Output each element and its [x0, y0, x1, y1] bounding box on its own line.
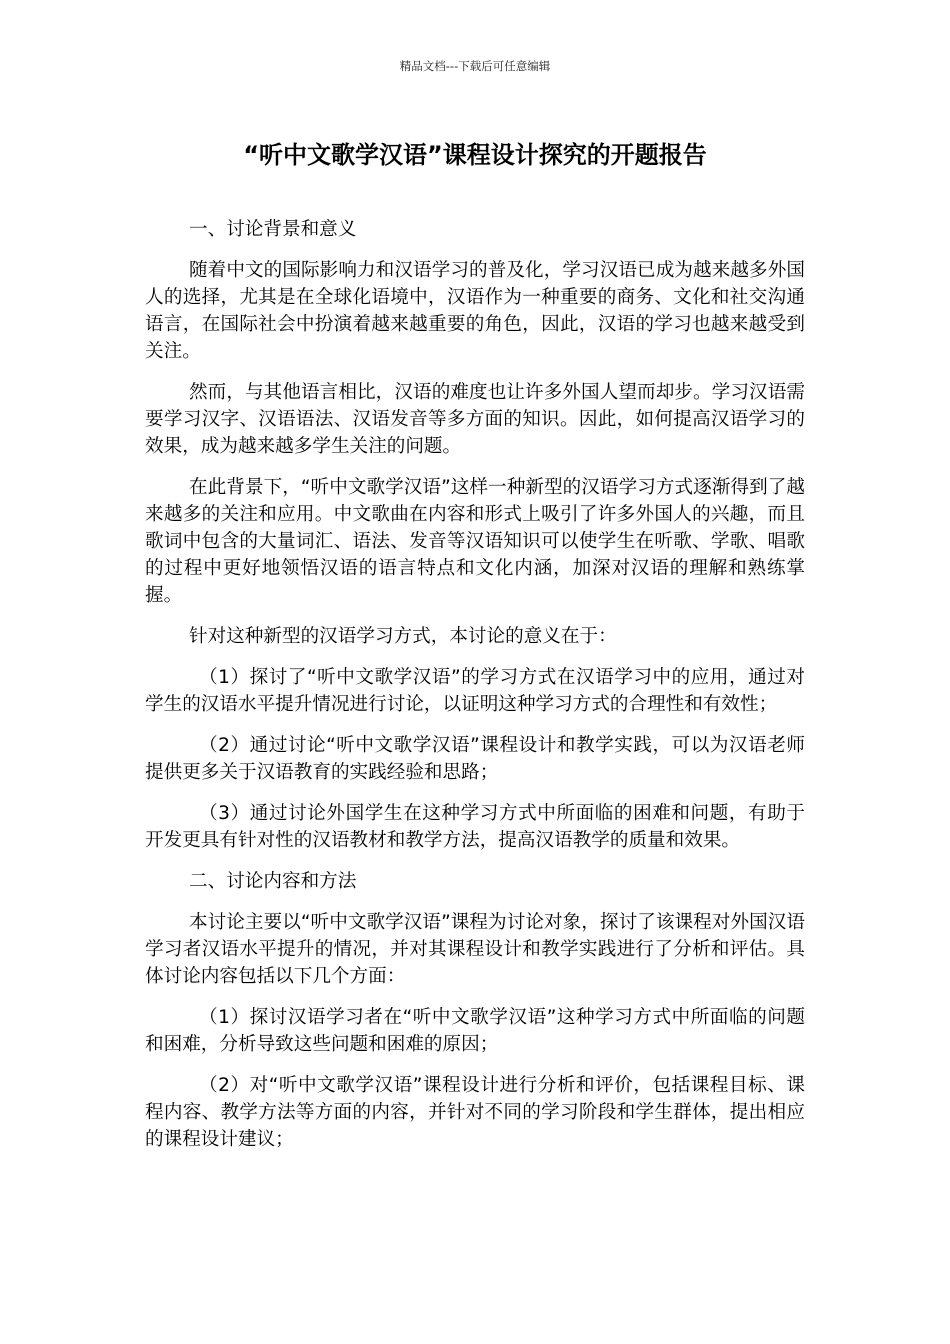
section-heading-background: 一、讨论背景和意义: [189, 219, 357, 240]
list-item: （3）通过讨论外国学生在这种学习方式中所面临的困难和问题，有助于开发更具有针对性的汉语教材和教学方法，提高汉语教学的质量和效果。: [145, 803, 805, 851]
list-item: （1）探讨汉语学习者在“听中文歌学汉语”这种学习方式中所面临的问题和困难，分析导致这些问题和困难的原因；: [145, 1007, 805, 1055]
paragraph: 针对这种新型的汉语学习方式，本讨论的意义在于：: [189, 626, 617, 647]
list-item: （1）探讨了“听中文歌学汉语”的学习方式在汉语学习中的应用，通过对学生的汉语水平提升情况进行讨论，以证明这种学习方式的合理性和有效性；: [145, 667, 805, 715]
document-title: “听中文歌学汉语”课程设计探究的开题报告: [243, 141, 707, 169]
paragraph: 在此背景下，“听中文歌学汉语”这样一种新型的汉语学习方式逐渐得到了越来越多的关注和应用。中文歌曲在内容和形式上吸引了许多外国人的兴趣，而且歌词中包含的大量词汇、语法、发音等汉语知识可以使学生在听歌、学歌、唱歌的过程中更好地领悟汉语的语言特点和文化内涵，加深对汉语的理解和熟练掌握。: [145, 477, 805, 606]
paragraph: 本讨论主要以“听中文歌学汉语”课程为讨论对象，探讨了该课程对外国汉语学习者汉语水平提升的情况，并对其课程设计和教学实践进行了分析和评估。具体讨论内容包括以下几个方面：: [145, 912, 805, 987]
list-item: （2）通过讨论“听中文歌学汉语”课程设计和教学实践，可以为汉语老师提供更多关于汉语教育的实践经验和思路；: [145, 735, 805, 783]
paragraph: 随着中文的国际影响力和汉语学习的普及化，学习汉语已成为越来越多外国人的选择，尤其是在全球化语境中，汉语作为一种重要的商务、文化和社交沟通语言，在国际社会中扮演着越来越重要的角色，因此，汉语的学习也越来越受到关注。: [145, 260, 805, 362]
paragraph: 然而，与其他语言相比，汉语的难度也让许多外国人望而却步。学习汉语需要学习汉字、汉语语法、汉语发音等多方面的知识。因此，如何提高汉语学习的效果，成为越来越多学生关注的问题。: [145, 382, 805, 457]
section-heading-content-method: 二、讨论内容和方法: [189, 871, 357, 892]
page-header-watermark: 精品文档---下载后可任意编辑: [399, 59, 551, 73]
document-body: [145, 216, 805, 1167]
list-item: （2）对“听中文歌学汉语”课程设计进行分析和评价，包括课程目标、课程内容、教学方法等方面的内容，并针对不同的学习阶段和学生群体，提出相应的课程设计建议；: [145, 1075, 805, 1150]
